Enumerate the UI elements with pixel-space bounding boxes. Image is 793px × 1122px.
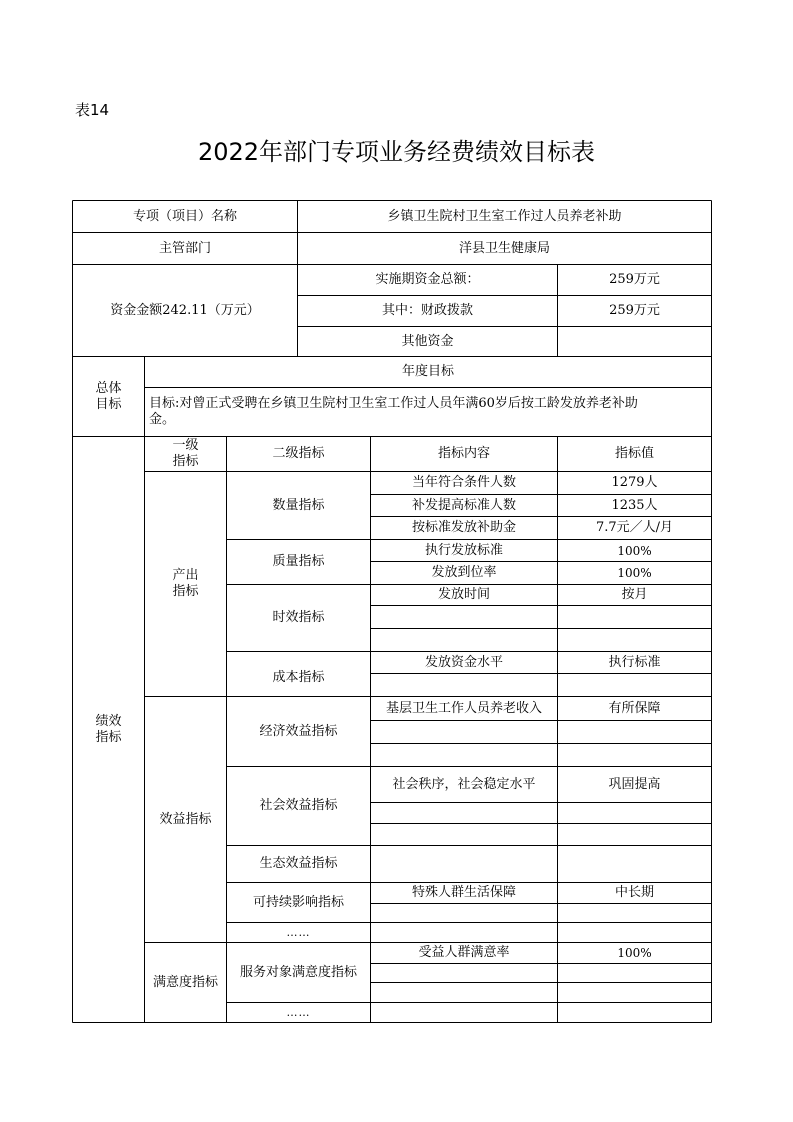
header-level1 (145, 437, 226, 471)
header-level2: 二级指标 (272, 446, 325, 461)
department-value: 洋县卫生健康局 (458, 240, 550, 256)
satisfaction-ellipsis: …… (286, 1005, 311, 1019)
sustainable-row-1-value: 中长期 (614, 885, 654, 900)
quantity-row-1-content: 当年符合条件人数 (411, 475, 516, 490)
benefit-ellipsis: …… (286, 925, 311, 939)
performance-indicators-label (73, 437, 144, 1022)
output-label-line2: 指标 (172, 584, 199, 599)
annual-goal-text-line1: 目标:对曾正式受聘在乡镇卫生院村卫生室工作过人员年满60岁后按工龄发放养老补助 (149, 396, 638, 411)
quality-indicator-label: 质量指标 (272, 554, 325, 569)
performance-label-line1: 绩效 (95, 713, 122, 729)
page-title: 2022年部门专项业务经费绩效目标表 (197, 138, 596, 166)
quantity-row-3-content: 按标准发放补助金 (411, 520, 516, 535)
funds-fiscal-value: 259万元 (609, 303, 660, 318)
department-label: 主管部门 (158, 240, 211, 256)
header-level1-line2: 指标 (172, 454, 199, 469)
output-label-line1: 产出 (172, 568, 199, 583)
overall-goal-label-line2: 目标 (95, 396, 122, 412)
header-level1-line1: 一级 (172, 438, 199, 453)
annual-goal-text (145, 388, 711, 436)
timeliness-row-1-value: 按月 (621, 587, 648, 602)
performance-label-line2: 指标 (95, 729, 122, 745)
overall-goal-label-line1: 总体 (95, 380, 122, 396)
project-name-value: 乡镇卫生院村卫生室工作过人员养老补助 (387, 208, 622, 224)
output-indicators-label (145, 472, 226, 696)
economic-indicator-label: 经济效益指标 (259, 723, 338, 739)
cost-row-1-value: 执行标准 (608, 654, 661, 670)
economic-row-1-value: 有所保障 (608, 700, 661, 716)
funds-fiscal-label: 其中：财政拨款 (381, 303, 473, 318)
social-row-1-value: 巩固提高 (608, 776, 661, 792)
quantity-row-3-value: 7.7元／人/月 (595, 520, 674, 535)
sustainable-row-1-content: 特殊人群生活保障 (411, 885, 516, 900)
quality-row-1-content: 执行发放标准 (424, 542, 503, 558)
table-number-label: 表14 (75, 101, 110, 119)
project-name-label: 专项（项目）名称 (132, 208, 237, 224)
quantity-row-2-content: 补发提高标准人数 (411, 497, 516, 513)
cost-indicator-label: 成本指标 (272, 670, 325, 685)
service-satisfaction-indicator-label: 服务对象满意度指标 (239, 964, 357, 980)
quality-row-2-value: 100% (617, 566, 652, 580)
annual-goal-text-line2: 金。 (149, 412, 176, 427)
quantity-indicator-label: 数量指标 (272, 497, 325, 513)
benefit-indicators-label: 效益指标 (159, 811, 212, 827)
header-value: 指标值 (614, 446, 654, 461)
annual-goal-header: 年度目标 (401, 364, 454, 379)
timeliness-row-1-content: 发放时间 (437, 587, 490, 602)
header-content: 指标内容 (437, 446, 490, 461)
quantity-row-1-value: 1279人 (611, 475, 658, 490)
satisfaction-row-1-value: 100% (617, 946, 652, 960)
timeliness-indicator-label: 时效指标 (272, 610, 325, 625)
funds-total-value: 259万元 (609, 272, 660, 287)
funds-total-label: 实施期资金总额： (375, 272, 480, 287)
funds-other-value (558, 327, 711, 356)
funds-amount-label: 资金金额242.11（万元） (110, 302, 260, 318)
satisfaction-indicators-label: 满意度指标 (152, 974, 218, 990)
economic-row-1-content: 基层卫生工作人员养老收入 (385, 700, 542, 716)
ecological-indicator-label: 生态效益指标 (259, 856, 338, 871)
satisfaction-row-1-content: 受益人群满意率 (418, 945, 510, 960)
quality-row-2-content: 发放到位率 (431, 565, 497, 580)
social-row-1-content: 社会秩序，社会稳定水平 (392, 776, 536, 792)
quality-row-1-value: 100% (617, 543, 652, 558)
overall-goal-label (73, 357, 144, 436)
quantity-row-2-value: 1235人 (611, 497, 658, 513)
sustainable-indicator-label: 可持续影响指标 (252, 894, 344, 910)
cost-row-1-content: 发放资金水平 (424, 654, 503, 670)
social-indicator-label: 社会效益指标 (259, 798, 338, 813)
funds-other-label: 其他资金 (401, 333, 454, 349)
